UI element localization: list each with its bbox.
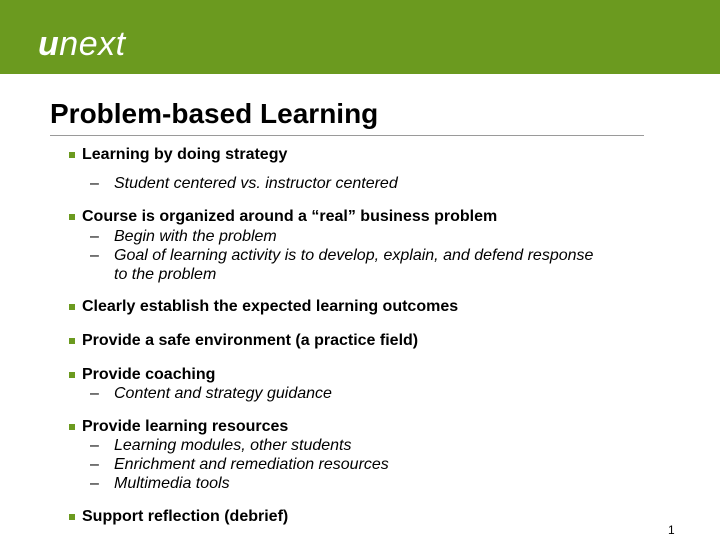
square-bullet-icon — [69, 338, 75, 344]
title-divider — [50, 135, 644, 136]
bullet-item — [82, 365, 215, 385]
square-bullet-icon — [69, 514, 75, 520]
sub-bullet-text: Multimedia tools — [114, 475, 230, 492]
dash-marker: – — [90, 437, 99, 454]
sub-bullet-item — [90, 436, 604, 455]
bullet-text: Provide coaching — [82, 366, 216, 383]
slide-title: Problem-based Learning — [50, 98, 379, 129]
sub-bullet-item — [90, 174, 604, 193]
bullet-text: Clearly establish the expected learning outcomes — [82, 298, 459, 315]
bullet-text: Provide learning resources — [82, 418, 289, 435]
sub-bullet-text: Goal of learning activity is to develop, explain, and defend response to the problem — [114, 247, 594, 283]
square-bullet-icon — [69, 424, 75, 430]
square-bullet-icon — [69, 304, 75, 310]
bullet-text: Provide a safe environment (a practice field) — [82, 332, 419, 349]
sub-bullet-text: Begin with the problem — [114, 228, 277, 245]
sub-bullet-item — [90, 246, 594, 284]
unext-logo — [38, 24, 126, 64]
sub-bullet-text: Content and strategy guidance — [114, 385, 332, 402]
logo-u: u — [38, 25, 60, 63]
bullet-text: Support reflection (debrief) — [82, 508, 289, 525]
page-number: 1 — [668, 523, 675, 537]
logo-rest: next — [59, 25, 126, 63]
dash-marker: – — [90, 175, 99, 192]
sub-bullet-item — [90, 384, 604, 403]
sub-bullet-item — [90, 227, 604, 246]
dash-marker: – — [90, 228, 99, 245]
bullet-item — [82, 417, 288, 437]
sub-bullet-item — [90, 474, 604, 493]
dash-marker: – — [90, 456, 99, 473]
sub-bullet-text: Student centered vs. instructor centered — [114, 175, 398, 192]
bullet-item — [82, 207, 497, 227]
square-bullet-icon — [69, 214, 75, 220]
dash-marker: – — [90, 475, 99, 492]
bullet-item — [82, 507, 288, 527]
bullet-item — [82, 331, 418, 351]
bullet-text: Learning by doing strategy — [82, 146, 288, 163]
dash-marker: – — [90, 385, 99, 402]
bullet-text: Course is organized around a “real” business problem — [82, 208, 498, 225]
sub-bullet-item — [90, 455, 604, 474]
sub-bullet-text: Enrichment and remediation resources — [114, 456, 389, 473]
sub-bullet-text: Learning modules, other students — [114, 437, 352, 454]
bullet-item — [82, 297, 458, 317]
header-band — [0, 0, 720, 74]
dash-marker: – — [90, 247, 99, 264]
bullet-item — [82, 145, 287, 165]
square-bullet-icon — [69, 152, 75, 158]
square-bullet-icon — [69, 372, 75, 378]
